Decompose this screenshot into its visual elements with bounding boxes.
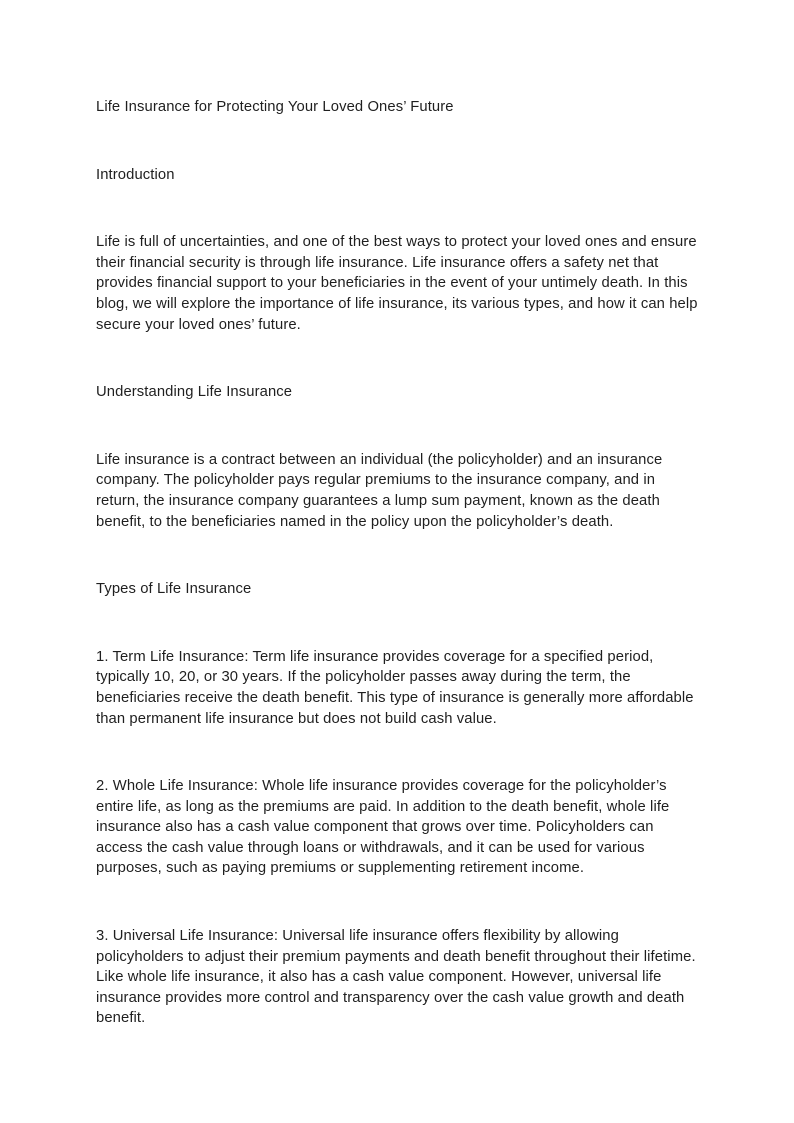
paragraph-understanding-life-insurance: Life insurance is a contract between an individual (the policyholder) and an insurance company. The policyholder pays regular premiums to the insurance company, and in return, the insurance company guarantees a lump sum payment, known as the death benefit, to the beneficiaries named in the policy upon the policyholder’s death. — [96, 451, 663, 530]
document-title: Life Insurance for Protecting Your Loved Ones’ Future — [96, 99, 454, 115]
section-heading-types-of-life-insurance: Types of Life Insurance — [96, 581, 252, 598]
paragraph-term-life-insurance: 1. Term Life Insurance: Term life insurance provides coverage for a specified period, typically 10, 20, or 30 years. If the policyholder passes away during the term, the beneficiaries receive the death benefit. This type of insurance is generally more affordable than permanent life insurance but does not build cash value. — [96, 648, 694, 727]
paragraph-universal-life-insurance: 3. Universal Life Insurance: Universal life insurance offers flexibility by allowing policyholders to adjust their premium payments and death benefit throughout their lifetime. Like whole life insurance, it also has a cash value component. However, universal life insurance provides more control and transparency over the cash value growth and death benefit. — [96, 928, 696, 1027]
paragraph-introduction: Life is full of uncertainties, and one of the best ways to protect your loved ones and ensure their financial security is through life insurance. Life insurance offers a safety net that provides financial support to your beneficiaries in the event of your untimely death. In this blog, we will explore the importance of life insurance, its various types, and how it can help secure your loved ones’ future. — [96, 234, 698, 333]
section-heading-introduction: Introduction — [96, 166, 175, 183]
paragraph-whole-life-insurance: 2. Whole Life Insurance: Whole life insurance provides coverage for the policyholder’s entire life, as long as the premiums are paid. In addition to the death benefit, whole life insurance also has a cash value component that grows over time. Policyholders can access the cash value through loans or withdrawals, and it can be used for various purposes, such as paying premiums or supplementing retirement income. — [96, 778, 670, 877]
section-heading-understanding-life-insurance: Understanding Life Insurance — [96, 384, 293, 401]
